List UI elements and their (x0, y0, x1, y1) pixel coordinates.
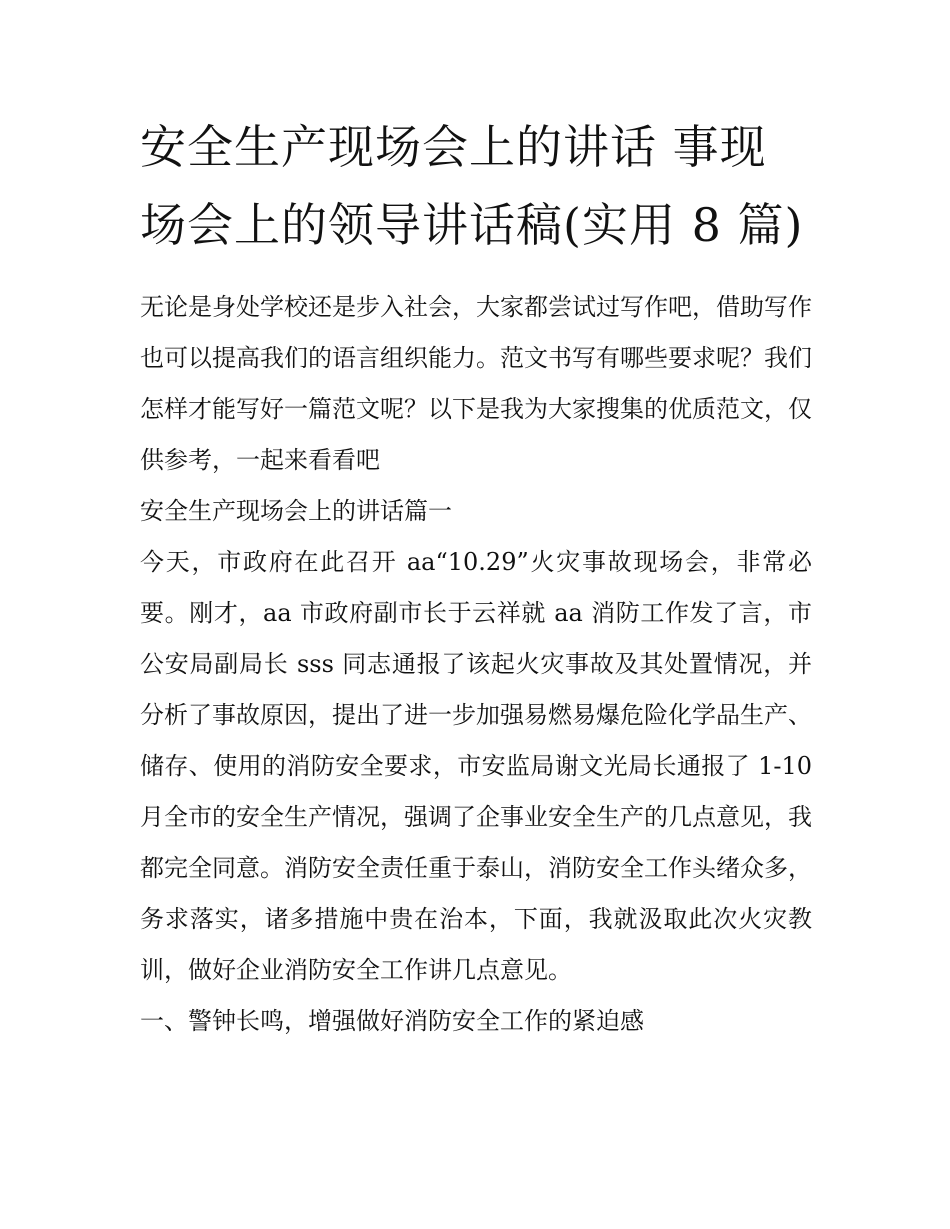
subsection-heading: 一、警钟长鸣，增强做好消防安全工作的紧迫感 (140, 1007, 644, 1035)
document-page (140, 108, 812, 1047)
section-heading: 安全生产现场会上的讲话篇一 (140, 497, 452, 525)
document-title: 安全生产现场会上的讲话 事现场会上的领导讲话稿(实用 8 篇) (140, 120, 804, 252)
speech-paragraph: 今天，市政府在此召开 aa“10.29”火灾事故现场会，非常必要。刚才，aa 市政府副市长于云祥就 aa 消防工作发了言，市公安局副局长 sss 同志通报了该起火灾事故及其处置情况，并分析了事故原因，提出了进一步加强易燃易爆危险化学品生产、储存、使用的消防安全要求，市安监局谢文光局长通报了 1-10 月全市的安全生产情况，强调了企事业安全生产的几点意见，我都完全同意。消防安全责任重于泰山，消防安全工作头绪众多，务求落实，诸多措施中贵在治本，下面，我就汲取此次火灾教训，做好企业消防安全工作讲几点意见。 (140, 548, 812, 984)
document-body (140, 282, 812, 1047)
intro-paragraph: 无论是身处学校还是步入社会，大家都尝试过写作吧，借助写作也可以提高我们的语言组织能力。范文书写有哪些要求呢？我们怎样才能写好一篇范文呢？以下是我为大家搜集的优质范文，仅供参考，一起来看看吧 (140, 293, 812, 474)
